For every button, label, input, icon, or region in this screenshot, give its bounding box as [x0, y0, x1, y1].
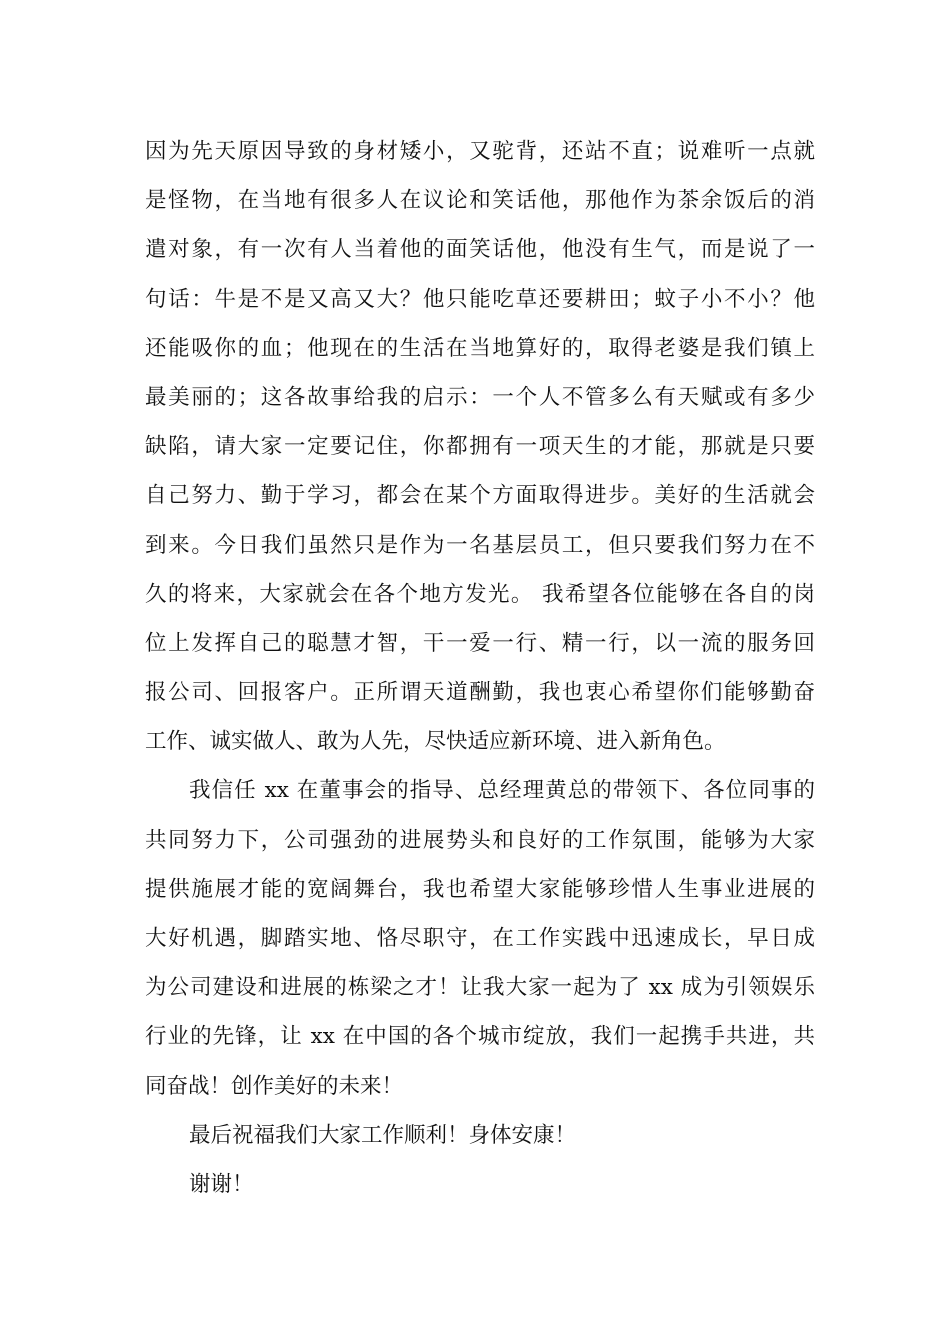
text-line: 大好机遇，脚踏实地、恪尽职守，在工作实践中迅速成长，早日成	[145, 926, 815, 951]
text-line: 共同努力下，公司强劲的进展势头和良好的工作氛围，能够为大家	[145, 827, 815, 853]
document-body	[145, 127, 815, 1209]
text-line: 到来。今日我们虽然只是作为一名基层员工，但只要我们努力在不	[145, 532, 815, 558]
text-line: 工作、诚实做人、敢为人先，尽快适应新环境、进入新角色。	[145, 729, 726, 755]
text-line: 同奋战！创作美好的未来！	[145, 1073, 404, 1099]
text-line: 我信任 xx 在董事会的指导、总经理黄总的带领下、各位同事的	[189, 778, 815, 804]
text-line: 谢谢！	[189, 1171, 254, 1197]
paragraph-thanks	[145, 1160, 815, 1209]
text-line: 久的将来，大家就会在各个地方发光。 我希望各位能够在各自的岗	[145, 581, 815, 607]
text-line: 为公司建设和进展的栋梁之才！让我大家一起为了 xx 成为引领娱乐	[145, 975, 815, 1001]
text-line: 因为先天原因导致的身材矮小，又驼背，还站不直；说难听一点就	[145, 139, 815, 164]
paragraph-trust	[145, 766, 815, 1110]
text-line: 自己努力、勤于学习，都会在某个方面取得进步。美好的生活就会	[145, 483, 815, 509]
text-line: 句话：牛是不是又高又大？他只能吃草还要耕田；蚊子小不小？他	[145, 286, 815, 312]
paragraph-blessing	[145, 1111, 815, 1160]
text-line: 最后祝福我们大家工作顺利！身体安康！	[189, 1122, 577, 1148]
text-line: 最美丽的；这各故事给我的启示：一个人不管多么有天赋或有多少	[145, 384, 815, 410]
text-line: 是怪物，在当地有很多人在议论和笑话他，那他作为茶余饭后的消	[145, 188, 815, 214]
text-line: 还能吸你的血；他现在的生活在当地算好的，取得老婆是我们镇上	[145, 335, 815, 361]
text-line: 位上发挥自己的聪慧才智，干一爱一行、精一行，以一流的服务回	[145, 630, 815, 656]
text-line: 提供施展才能的宽阔舞台，我也希望大家能够珍惜人生事业进展的	[145, 876, 815, 902]
text-line: 报公司、回报客户。正所谓天道酬勤，我也衷心希望你们能够勤奋	[145, 680, 815, 706]
text-line: 缺陷，请大家一定要记住，你都拥有一项天生的才能，那就是只要	[145, 434, 815, 460]
paragraph-story	[145, 127, 815, 766]
text-line: 遣对象，有一次有人当着他的面笑话他，他没有生气，而是说了一	[145, 237, 815, 263]
text-line: 行业的先锋，让 xx 在中国的各个城市绽放，我们一起携手共进，共	[145, 1024, 815, 1050]
